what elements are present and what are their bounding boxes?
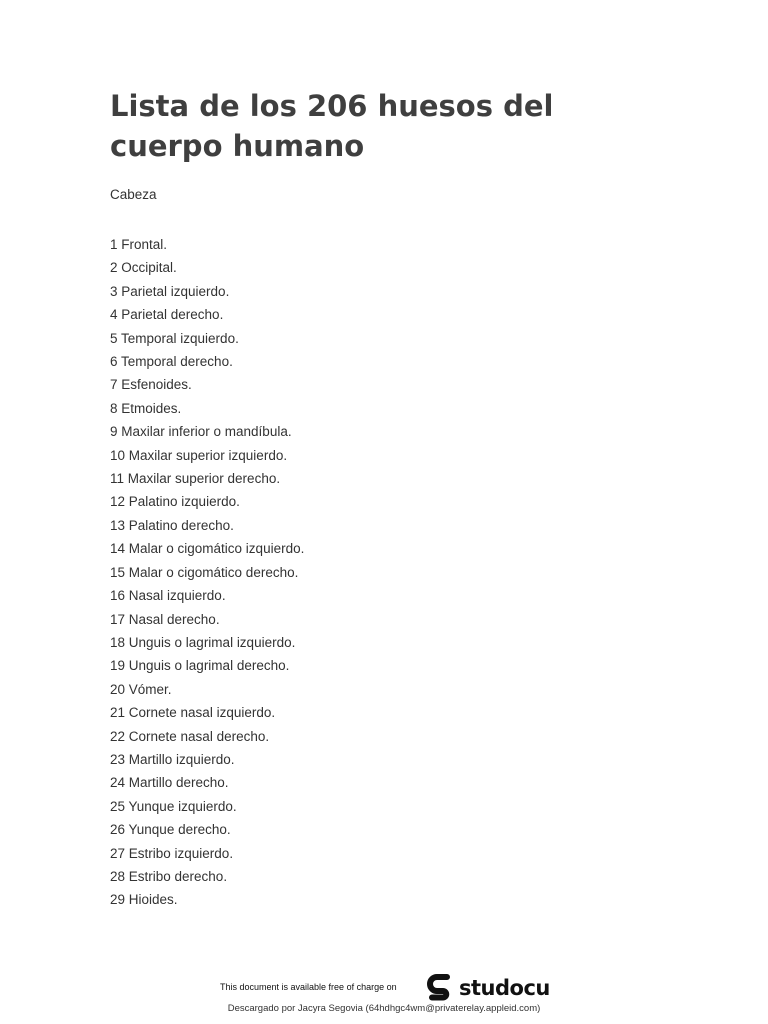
bone-list-item: 3 Parietal izquierdo. bbox=[110, 283, 230, 299]
brand-name: studocu bbox=[459, 976, 550, 1000]
bone-list-item: 16 Nasal izquierdo. bbox=[110, 588, 226, 604]
bone-list-item: 29 Hioides. bbox=[110, 892, 178, 908]
bone-list-item: 21 Cornete nasal izquierdo. bbox=[110, 705, 276, 721]
bone-list-item: 17 Nasal derecho. bbox=[110, 611, 220, 627]
bone-list-item: 24 Martillo derecho. bbox=[110, 775, 229, 791]
bone-list-item: 5 Temporal izquierdo. bbox=[110, 330, 239, 346]
bone-list-item: 23 Martillo izquierdo. bbox=[110, 751, 235, 767]
bone-list-item: 19 Unguis o lagrimal derecho. bbox=[110, 658, 290, 674]
bone-list-item: 18 Unguis o lagrimal izquierdo. bbox=[110, 634, 296, 650]
bone-list-item: 8 Etmoides. bbox=[110, 400, 182, 416]
bone-list-item: 7 Esfenoides. bbox=[110, 377, 192, 393]
bone-list-item: 4 Parietal derecho. bbox=[110, 307, 224, 323]
bone-list-item: 10 Maxilar superior izquierdo. bbox=[110, 447, 288, 463]
bone-list-item: 15 Malar o cigomático derecho. bbox=[110, 564, 299, 580]
bone-list-item: 26 Yunque derecho. bbox=[110, 822, 231, 838]
bone-list-item: 12 Palatino izquierdo. bbox=[110, 494, 240, 510]
bone-list-item: 25 Yunque izquierdo. bbox=[110, 798, 237, 814]
availability-note: This document is available free of charge on bbox=[220, 982, 397, 992]
bone-list-item: 28 Estribo derecho. bbox=[110, 868, 228, 884]
bone-list-item: 2 Occipital. bbox=[110, 260, 177, 276]
bone-list-item: 1 Frontal. bbox=[110, 237, 168, 252]
section-heading: Cabeza bbox=[110, 187, 157, 202]
studocu-logo[interactable] bbox=[425, 972, 550, 1004]
bone-list-item: 22 Cornete nasal derecho. bbox=[110, 728, 270, 744]
bone-list-item: 13 Palatino derecho. bbox=[110, 517, 234, 533]
footer bbox=[0, 970, 768, 1024]
bone-list-item: 20 Vómer. bbox=[110, 681, 172, 697]
bone-list-item: 6 Temporal derecho. bbox=[110, 354, 233, 370]
bone-list bbox=[110, 233, 304, 912]
bone-list-item: 11 Maxilar superior derecho. bbox=[110, 471, 281, 487]
bone-list-item: 27 Estribo izquierdo. bbox=[110, 845, 234, 861]
studocu-logo-icon bbox=[425, 973, 455, 1003]
downloaded-by: Descargado por Jacyra Segovia (64hdhgc4wm@privaterelay.appleid.com) bbox=[227, 1003, 541, 1014]
bone-list-item: 9 Maxilar inferior o mandíbula. bbox=[110, 424, 292, 440]
bone-list-item: 14 Malar o cigomático izquierdo. bbox=[110, 541, 305, 557]
document-title: Lista de los 206 huesos del cuerpo humano bbox=[110, 89, 554, 163]
